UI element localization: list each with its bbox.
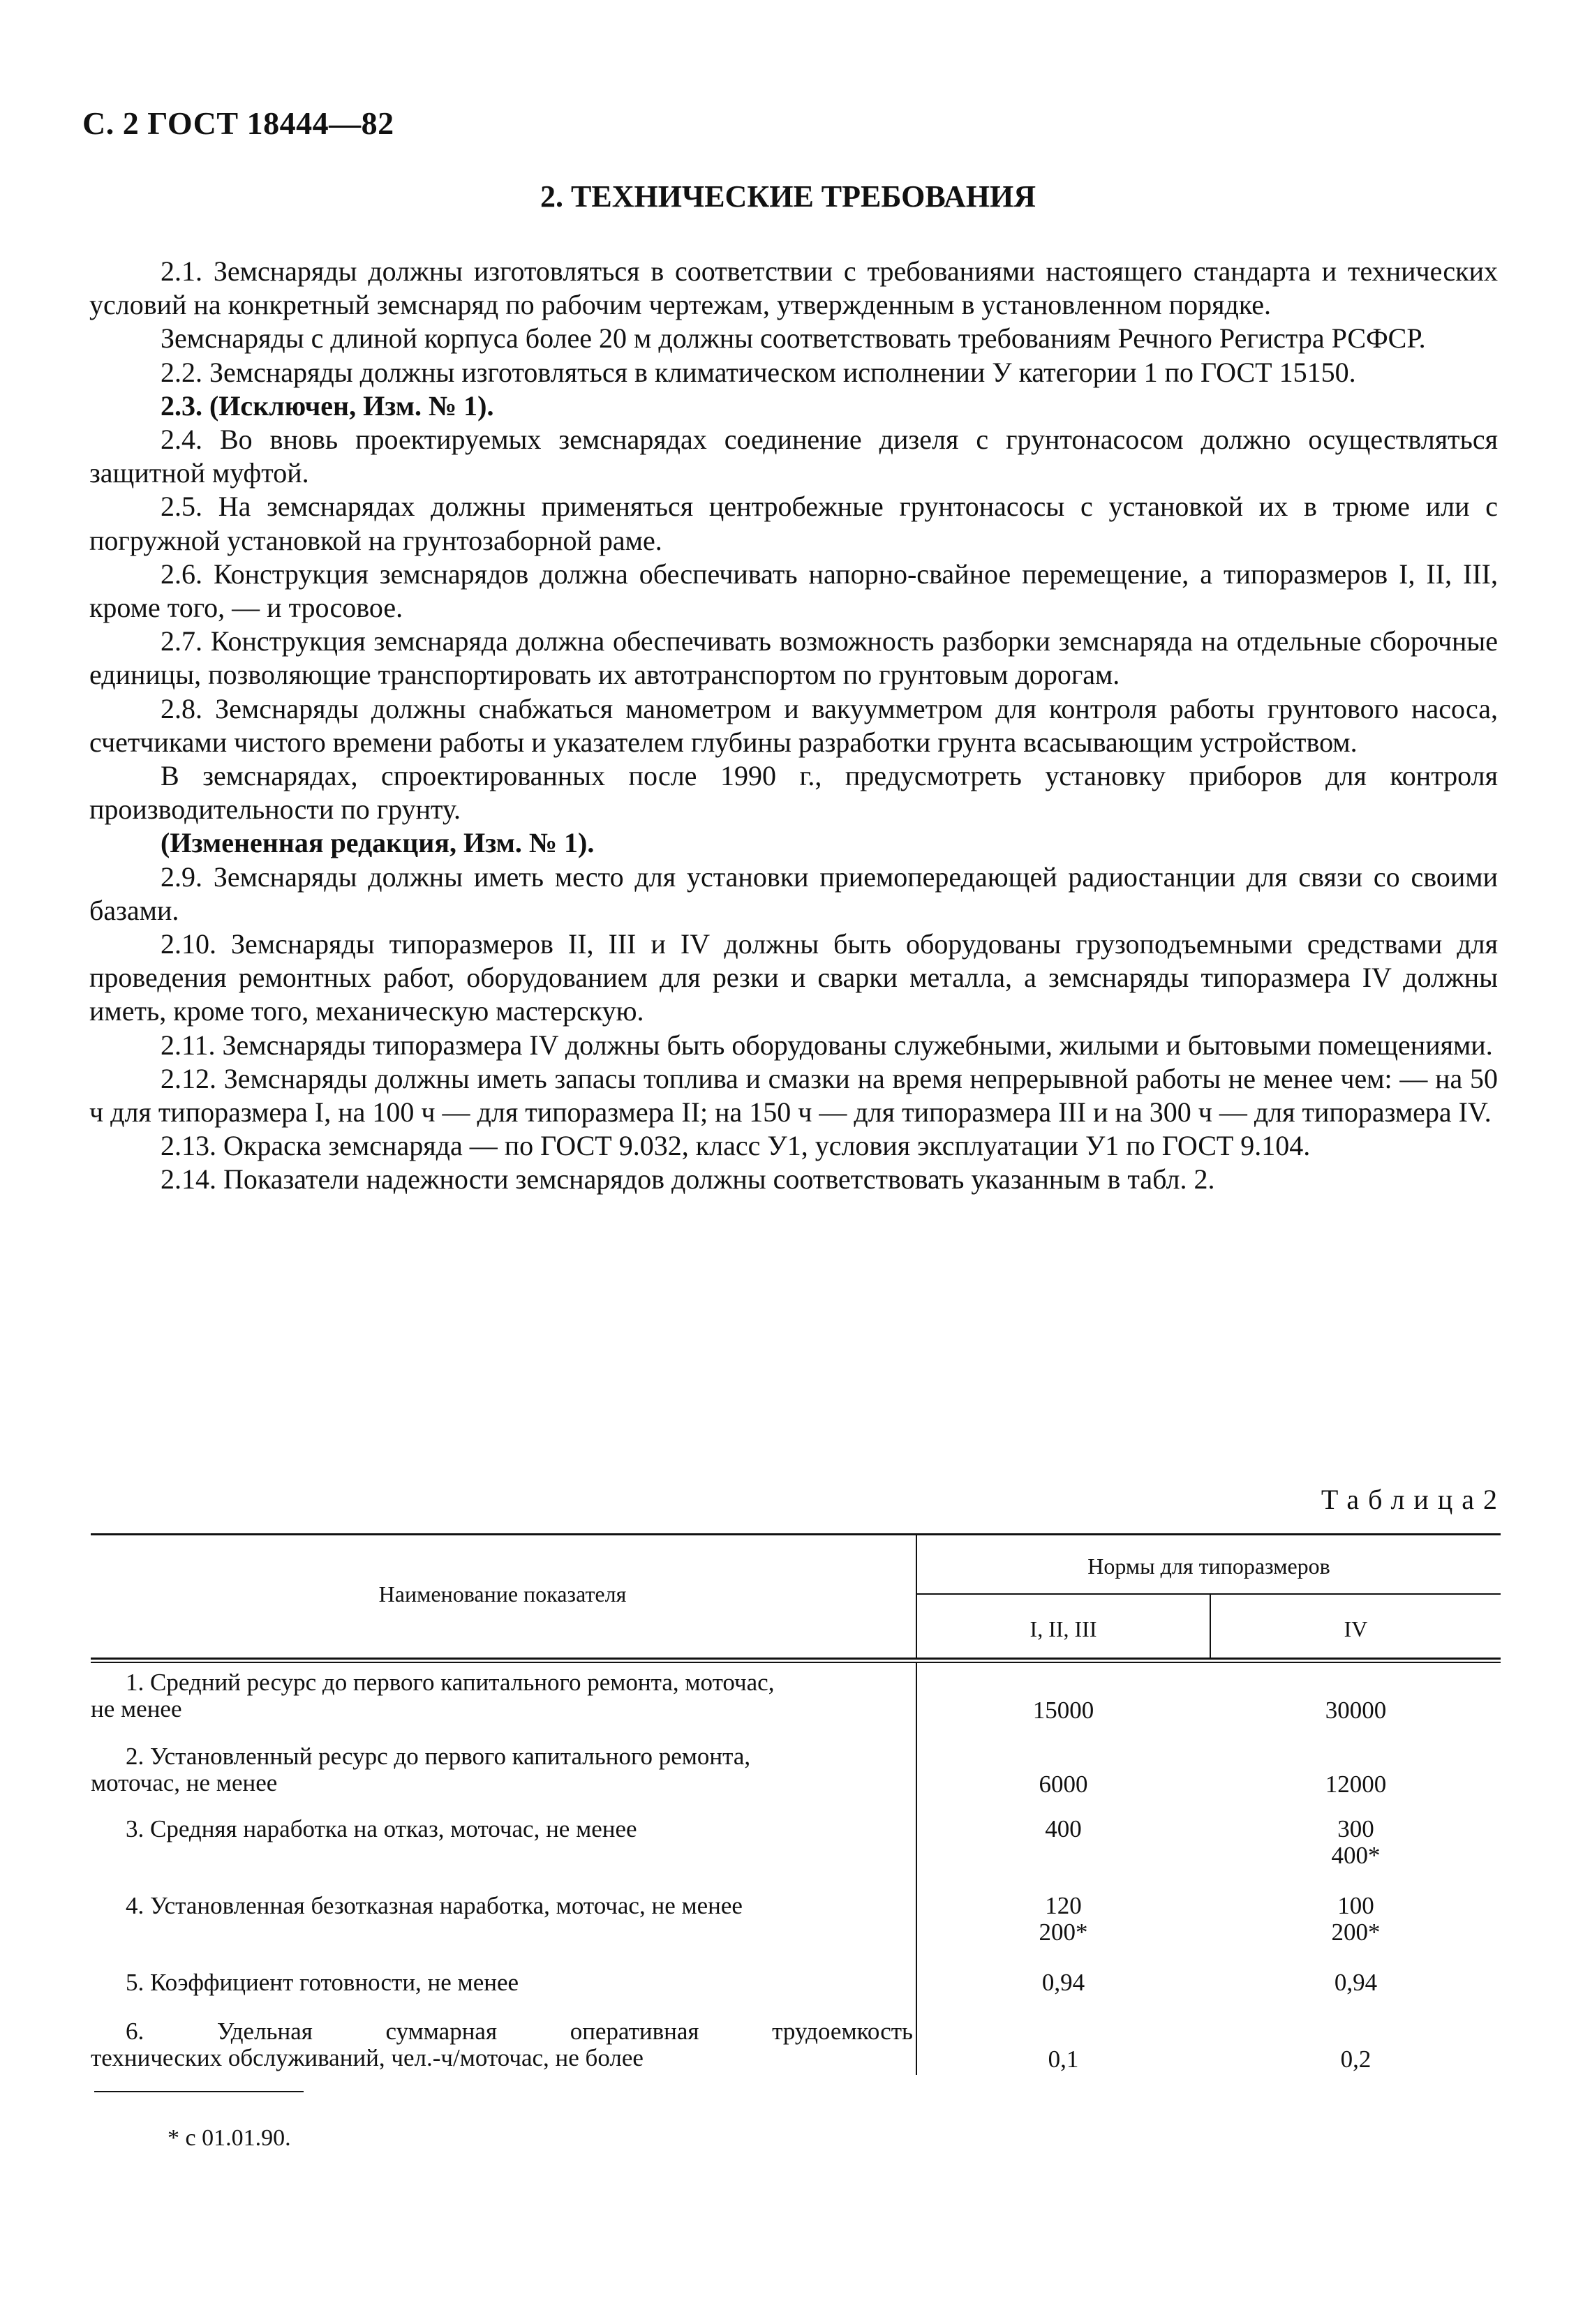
header-bottom-rule xyxy=(91,1658,1501,1660)
table-row-4-value-a-2: 200* xyxy=(1039,1919,1088,1946)
table-row-4-name-line1: 4. Установленная безотказная наработка, моточас, не менее xyxy=(126,1892,743,1919)
table-row-1-value-a: 15000 xyxy=(1032,1697,1094,1724)
paragraph-2-6: 2.6. Конструкция земснарядов должна обеспечивать напорно-свайное перемещение, а типоразмеров I, II, III, кроме того, — и тросовое. xyxy=(89,558,1498,624)
paragraph-2-12: 2.12. Земснаряды должны иметь запасы топлива и смазки на время непрерывной работы не менее чем: — на 50 ч для типоразмера I, на 100 ч — для типоразмера II; на 150 ч — для типоразмера III и на 300 ч — для типоразмера IV. xyxy=(89,1062,1498,1129)
amendment-note xyxy=(89,826,1498,860)
paragraph-2-9: 2.9. Земснаряды должны иметь место для установки приемопередающей радиостанции для связи со своими базами. xyxy=(89,861,1498,926)
paragraph-2-11: 2.11. Земснаряды типоразмера IV должны быть оборудованы служебными, жилыми и бытовыми помещениями. xyxy=(161,1029,1493,1061)
body-divider-vertical xyxy=(916,1663,917,2075)
table-row-2-name xyxy=(91,1743,913,1796)
table-row-3-value-a: 400 xyxy=(1045,1815,1082,1842)
table-row-3-value-b-1: 300 xyxy=(1337,1815,1374,1842)
header-bottom-rule-double xyxy=(91,1662,1501,1663)
table-row-2-value-a: 6000 xyxy=(1039,1771,1088,1798)
paragraph-2-4: 2.4. Во вновь проектируемых земснарядах соединение дизеля с грунтонасосом должно осуществляться защитной муфтой. xyxy=(89,424,1498,489)
paragraph-2-13: 2.13. Окраска земснаряда — по ГОСТ 9.032, класс У1, условия эксплуатации У1 по ГОСТ 9.104. xyxy=(161,1130,1311,1162)
requirements-text xyxy=(89,255,1498,1197)
table-row-3-name xyxy=(91,1816,913,1842)
table-row-5-name xyxy=(91,1969,913,1996)
column-header-type-4: IV xyxy=(1344,1616,1368,1641)
table-row-1-name-line2: не менее xyxy=(91,1695,182,1722)
table-row-5-value-a: 0,94 xyxy=(1041,1969,1085,1996)
footnote: * с 01.01.90. xyxy=(168,2125,291,2151)
table-row-4-value-b-1: 100 xyxy=(1337,1892,1374,1919)
table-row-6-value-b: 0,2 xyxy=(1340,2046,1371,2073)
column-header-norms: Нормы для типоразмеров xyxy=(1087,1554,1330,1579)
table-row-1-name-line1: 1. Средний ресурс до первого капитального ремонта, моточас, xyxy=(126,1669,775,1696)
table-row-2-name-line2: моточас, не менее xyxy=(91,1769,278,1796)
paragraph-2-14: 2.14. Показатели надежности земснарядов должны соответствовать указанным в табл. 2. xyxy=(161,1163,1215,1195)
paragraph-2-8: 2.8. Земснаряды должны снабжаться манометром и вакуумметром для контроля работы грунтового насоса, счетчиками чистого времени работы и указателем глубины разработки грунта всасывающим устройством. xyxy=(89,692,1498,758)
table-row-4-name xyxy=(91,1893,913,1919)
subheader-rule xyxy=(916,1593,1501,1595)
paragraph-2-3-text: 2.3. (Исключен, Изм. № 1). xyxy=(161,389,494,422)
paragraph-2-1: 2.1. Земснаряды должны изготовляться в соответствии с требованиями настоящего стандарта и технических условий на конкретный земснаряд по рабочим чертежам, утвержденным в установленном порядке. xyxy=(89,255,1498,321)
paragraph-2-2: 2.2. Земснаряды должны изготовляться в климатическом исполнении У категории 1 по ГОСТ 15150. xyxy=(161,356,1356,388)
amendment-note-text: (Измененная редакция, Изм. № 1). xyxy=(161,827,595,859)
table-top-rule xyxy=(91,1533,1501,1535)
table-row-2-name-line1: 2. Установленный ресурс до первого капитального ремонта, xyxy=(126,1743,751,1770)
table-row-4-value-a-1: 120 xyxy=(1045,1892,1082,1919)
page-header: С. 2 ГОСТ 18444—82 xyxy=(82,105,394,141)
table-row-6-name xyxy=(91,2018,913,2071)
paragraph-2-5: 2.5. На земснарядах должны применяться центробежные грунтонасосы с установкой их в трюме или с погружной установкой на грунтозаборной раме. xyxy=(89,491,1498,556)
table-row-1-name xyxy=(91,1669,913,1722)
column-header-type-1-3: I, II, III xyxy=(1029,1616,1097,1641)
paragraph-2-10: 2.10. Земснаряды типоразмеров II, III и IV должны быть оборудованы грузоподъемными средствами для проведения ремонтных работ, оборудованием для резки и сварки металла, а земснаряды типоразмера IV должны иметь, кроме того, механическую мастерскую. xyxy=(89,928,1498,1027)
paragraph-2-8-note: В земснарядах, спроектированных после 1990 г., предусмотреть установку приборов для контроля производительности по грунту. xyxy=(89,760,1498,826)
table-row-6-name-line2: технических обслуживаний, чел.-ч/моточас, не более xyxy=(91,2044,644,2071)
paragraph-2-1-register: Земснаряды с длиной корпуса более 20 м должны соответствовать требованиям Речного Регистра РСФСР. xyxy=(161,322,1426,355)
paragraph-2-3 xyxy=(89,389,1498,423)
table-row-4-value-b-2: 200* xyxy=(1331,1919,1381,1946)
table-row-1-value-b: 30000 xyxy=(1325,1697,1387,1724)
table-row-5-value-b: 0,94 xyxy=(1334,1969,1378,1996)
table-row-2-value-b: 12000 xyxy=(1325,1771,1387,1798)
table-row-6-value-a: 0,1 xyxy=(1048,2046,1079,2073)
table-row-3-name-line1: 3. Средняя наработка на отказ, моточас, не менее xyxy=(126,1815,637,1842)
section-title: 2. ТЕХНИЧЕСКИЕ ТРЕБОВАНИЯ xyxy=(540,179,1036,214)
table-row-5-name-line1: 5. Коэффициент готовности, не менее xyxy=(126,1969,519,1996)
footnote-separator xyxy=(94,2091,304,2092)
paragraph-2-7: 2.7. Конструкция земснаряда должна обеспечивать возможность разборки земснаряда на отдельные сборочные единицы, позволяющие транспортировать их автотранспортом по грунтовым дорогам. xyxy=(89,625,1498,691)
column-header-name: Наименование показателя xyxy=(378,1581,627,1607)
table-caption: Таблица2 xyxy=(1321,1484,1506,1515)
table-row-3-value-b-2: 400* xyxy=(1331,1842,1381,1869)
table-row-6-name-line1: 6. Удельная суммарная оперативная трудоемкость xyxy=(126,2018,913,2045)
